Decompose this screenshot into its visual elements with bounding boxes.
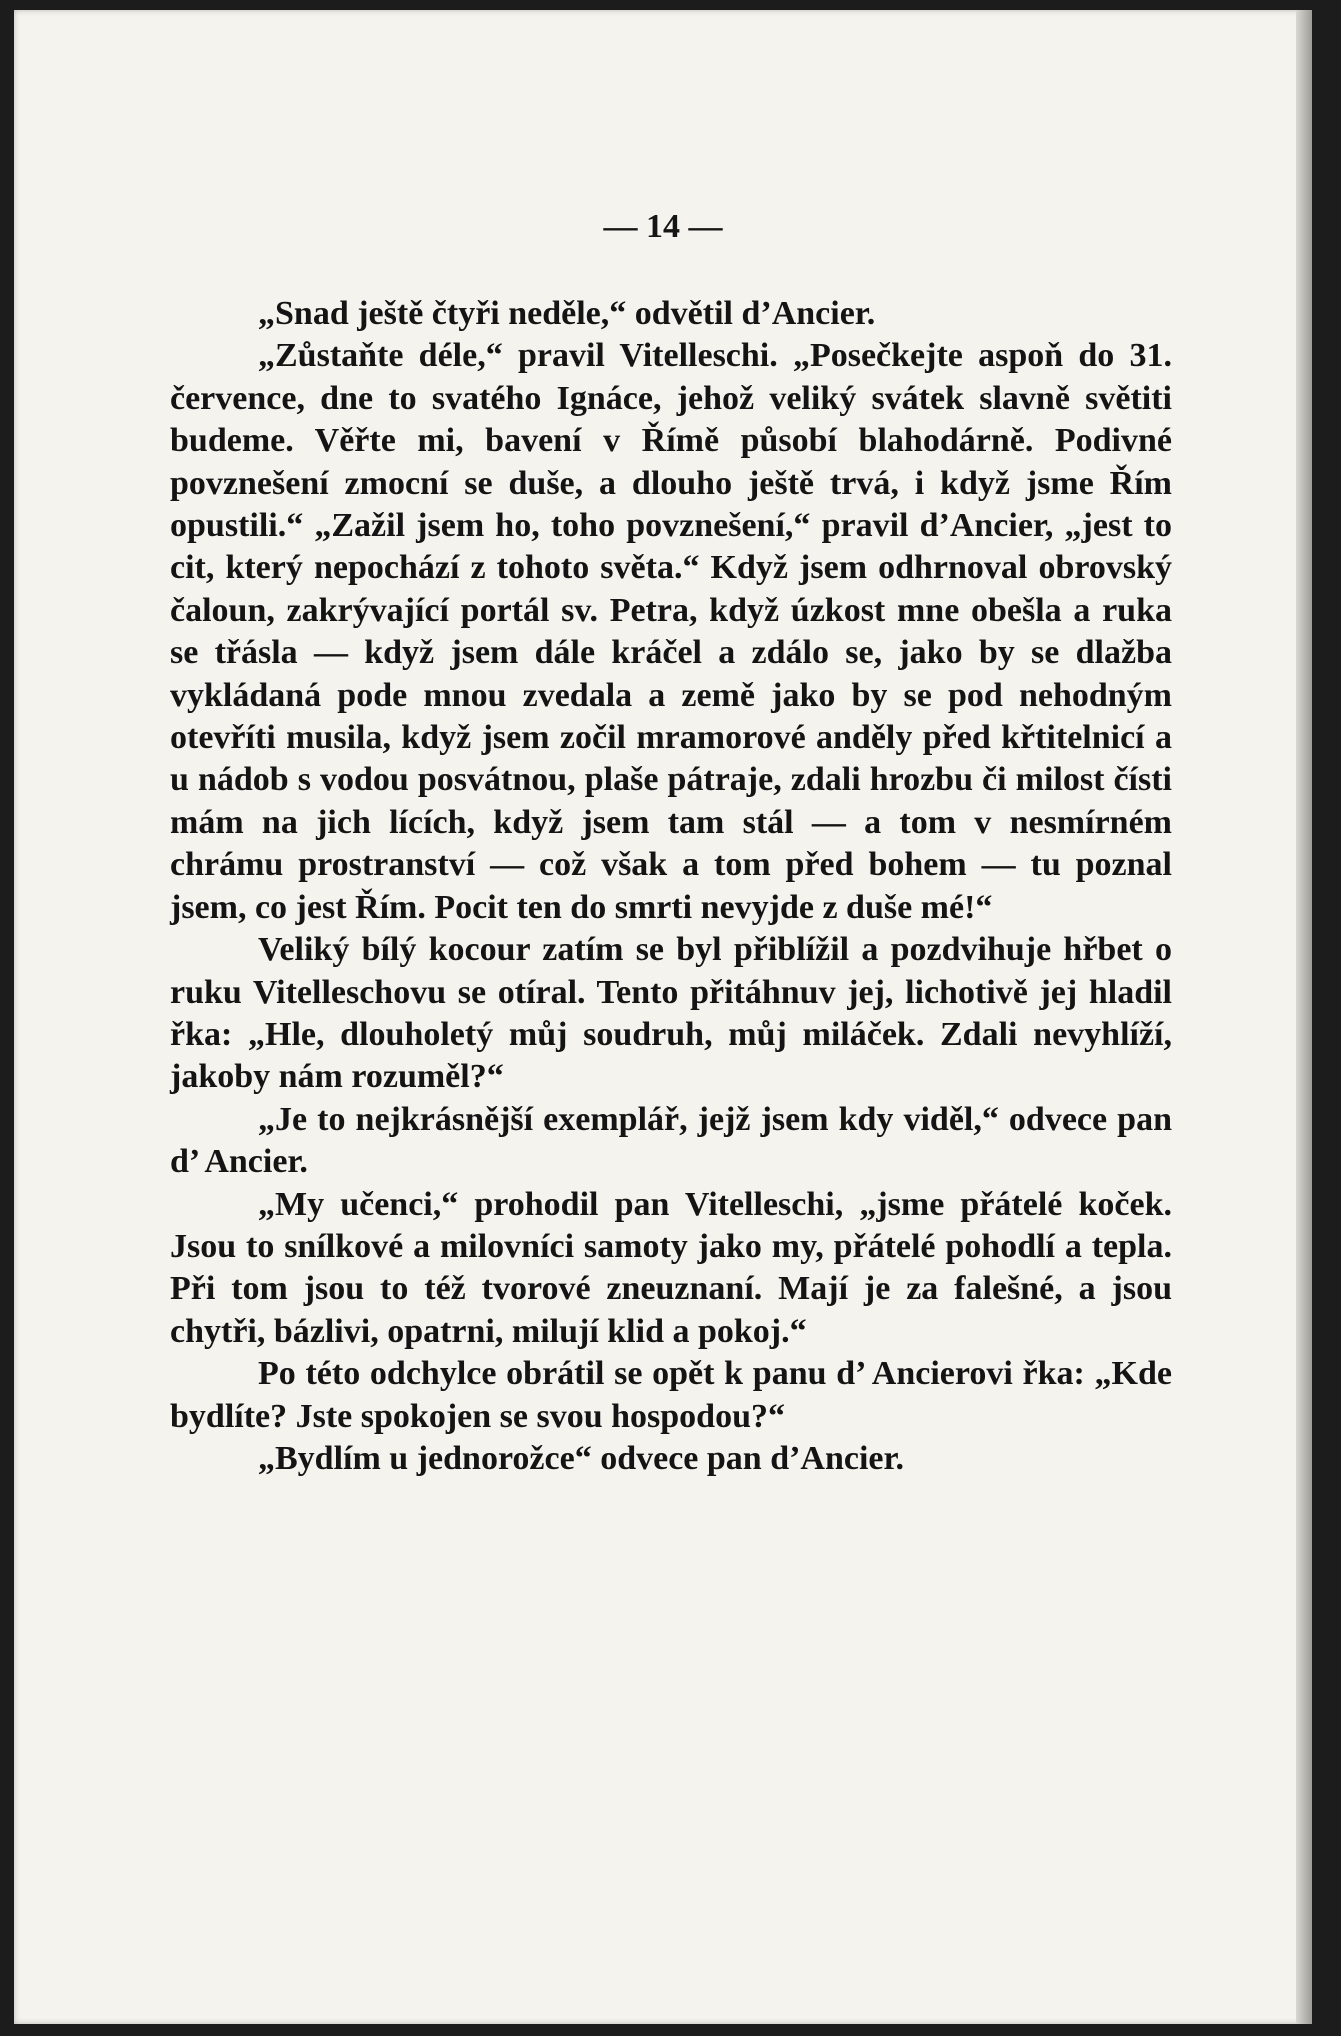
paragraph: Po této odchylce obrátil se opět k panu d’ Ancierovi řka: „Kde bydlíte? Jste spokojen se svou hospodou?“ (170, 1355, 1172, 1435)
paragraph: „My učenci,“ prohodil pan Vitelleschi, „jsme přátelé koček. Jsou to snílkové a milovníci samoty jako my, přátelé pohodlí a tepla. Při tom jsou to též tvorové zneuznaní. Mají je za falešné, a jsou chytři, bázlivi, opatrni, milují klid a pokoj.“ (170, 1185, 1172, 1350)
page-number: — 14 — (603, 208, 723, 245)
paragraph: Veliký bílý kocour zatím se byl přiblížil a pozdvihuje hřbet o ruku Vitelleschovu se otíral. Tento přitáhnuv jej, lichotivě jej hladil řka: „Hle, dlouholetý můj soudruh, můj miláček. Zdali nevyhlíží, jakoby nám rozuměl?“ (170, 931, 1172, 1096)
paragraph: „Bydlím u jednorožce“ odvece pan d’Ancier. (258, 1439, 904, 1477)
body-text (170, 293, 1172, 1480)
paragraph: „Zůstaňte déle,“ pravil Vitelleschi. „Posečkejte aspoň do 31. července, dne to svatého Ignáce, jehož veliký svátek slavně světiti budeme. Věřte mi, bavení v Římě působí blahodárně. Podivné povznešení zmocní se duše, a dlouho ještě trvá, i když jsme Řím opustili.“ „Zažil jsem ho, toho povznešení,“ pravil d’Ancier, „jest to cit, který nepochází z tohoto světa.“ Když jsem odhrnoval obrovský čaloun, zakrývající portál sv. Petra, když úzkost mne obešla a ruka se třásla — když jsem dále kráčel a zdálo se, jako by se dlažba vykládaná pode mnou zvedala a země jako by se pod nehodným otevříti musila, když jsem zočil mramorové anděly před křtitelnicí a u nádob s vodou posvátnou, plaše pátraje, zdali hrozbu či milost čísti mám na jich lících, když jsem tam stál — a tom v nesmírném chrámu prostranství — což však a tom před bohem — tu poznal jsem, co jest Řím. Pocit ten do smrti nevyjde z duše mé!“ (170, 337, 1172, 926)
paragraph: „Snad ještě čtyři neděle,“ odvětil d’Ancier. (258, 295, 876, 332)
page-edge-shadow (1296, 10, 1312, 2024)
paragraph: „Je to nejkrásnější exemplář, jejž jsem kdy viděl,“ odvece pan d’ Ancier. (170, 1100, 1172, 1181)
book-page (14, 10, 1312, 2024)
